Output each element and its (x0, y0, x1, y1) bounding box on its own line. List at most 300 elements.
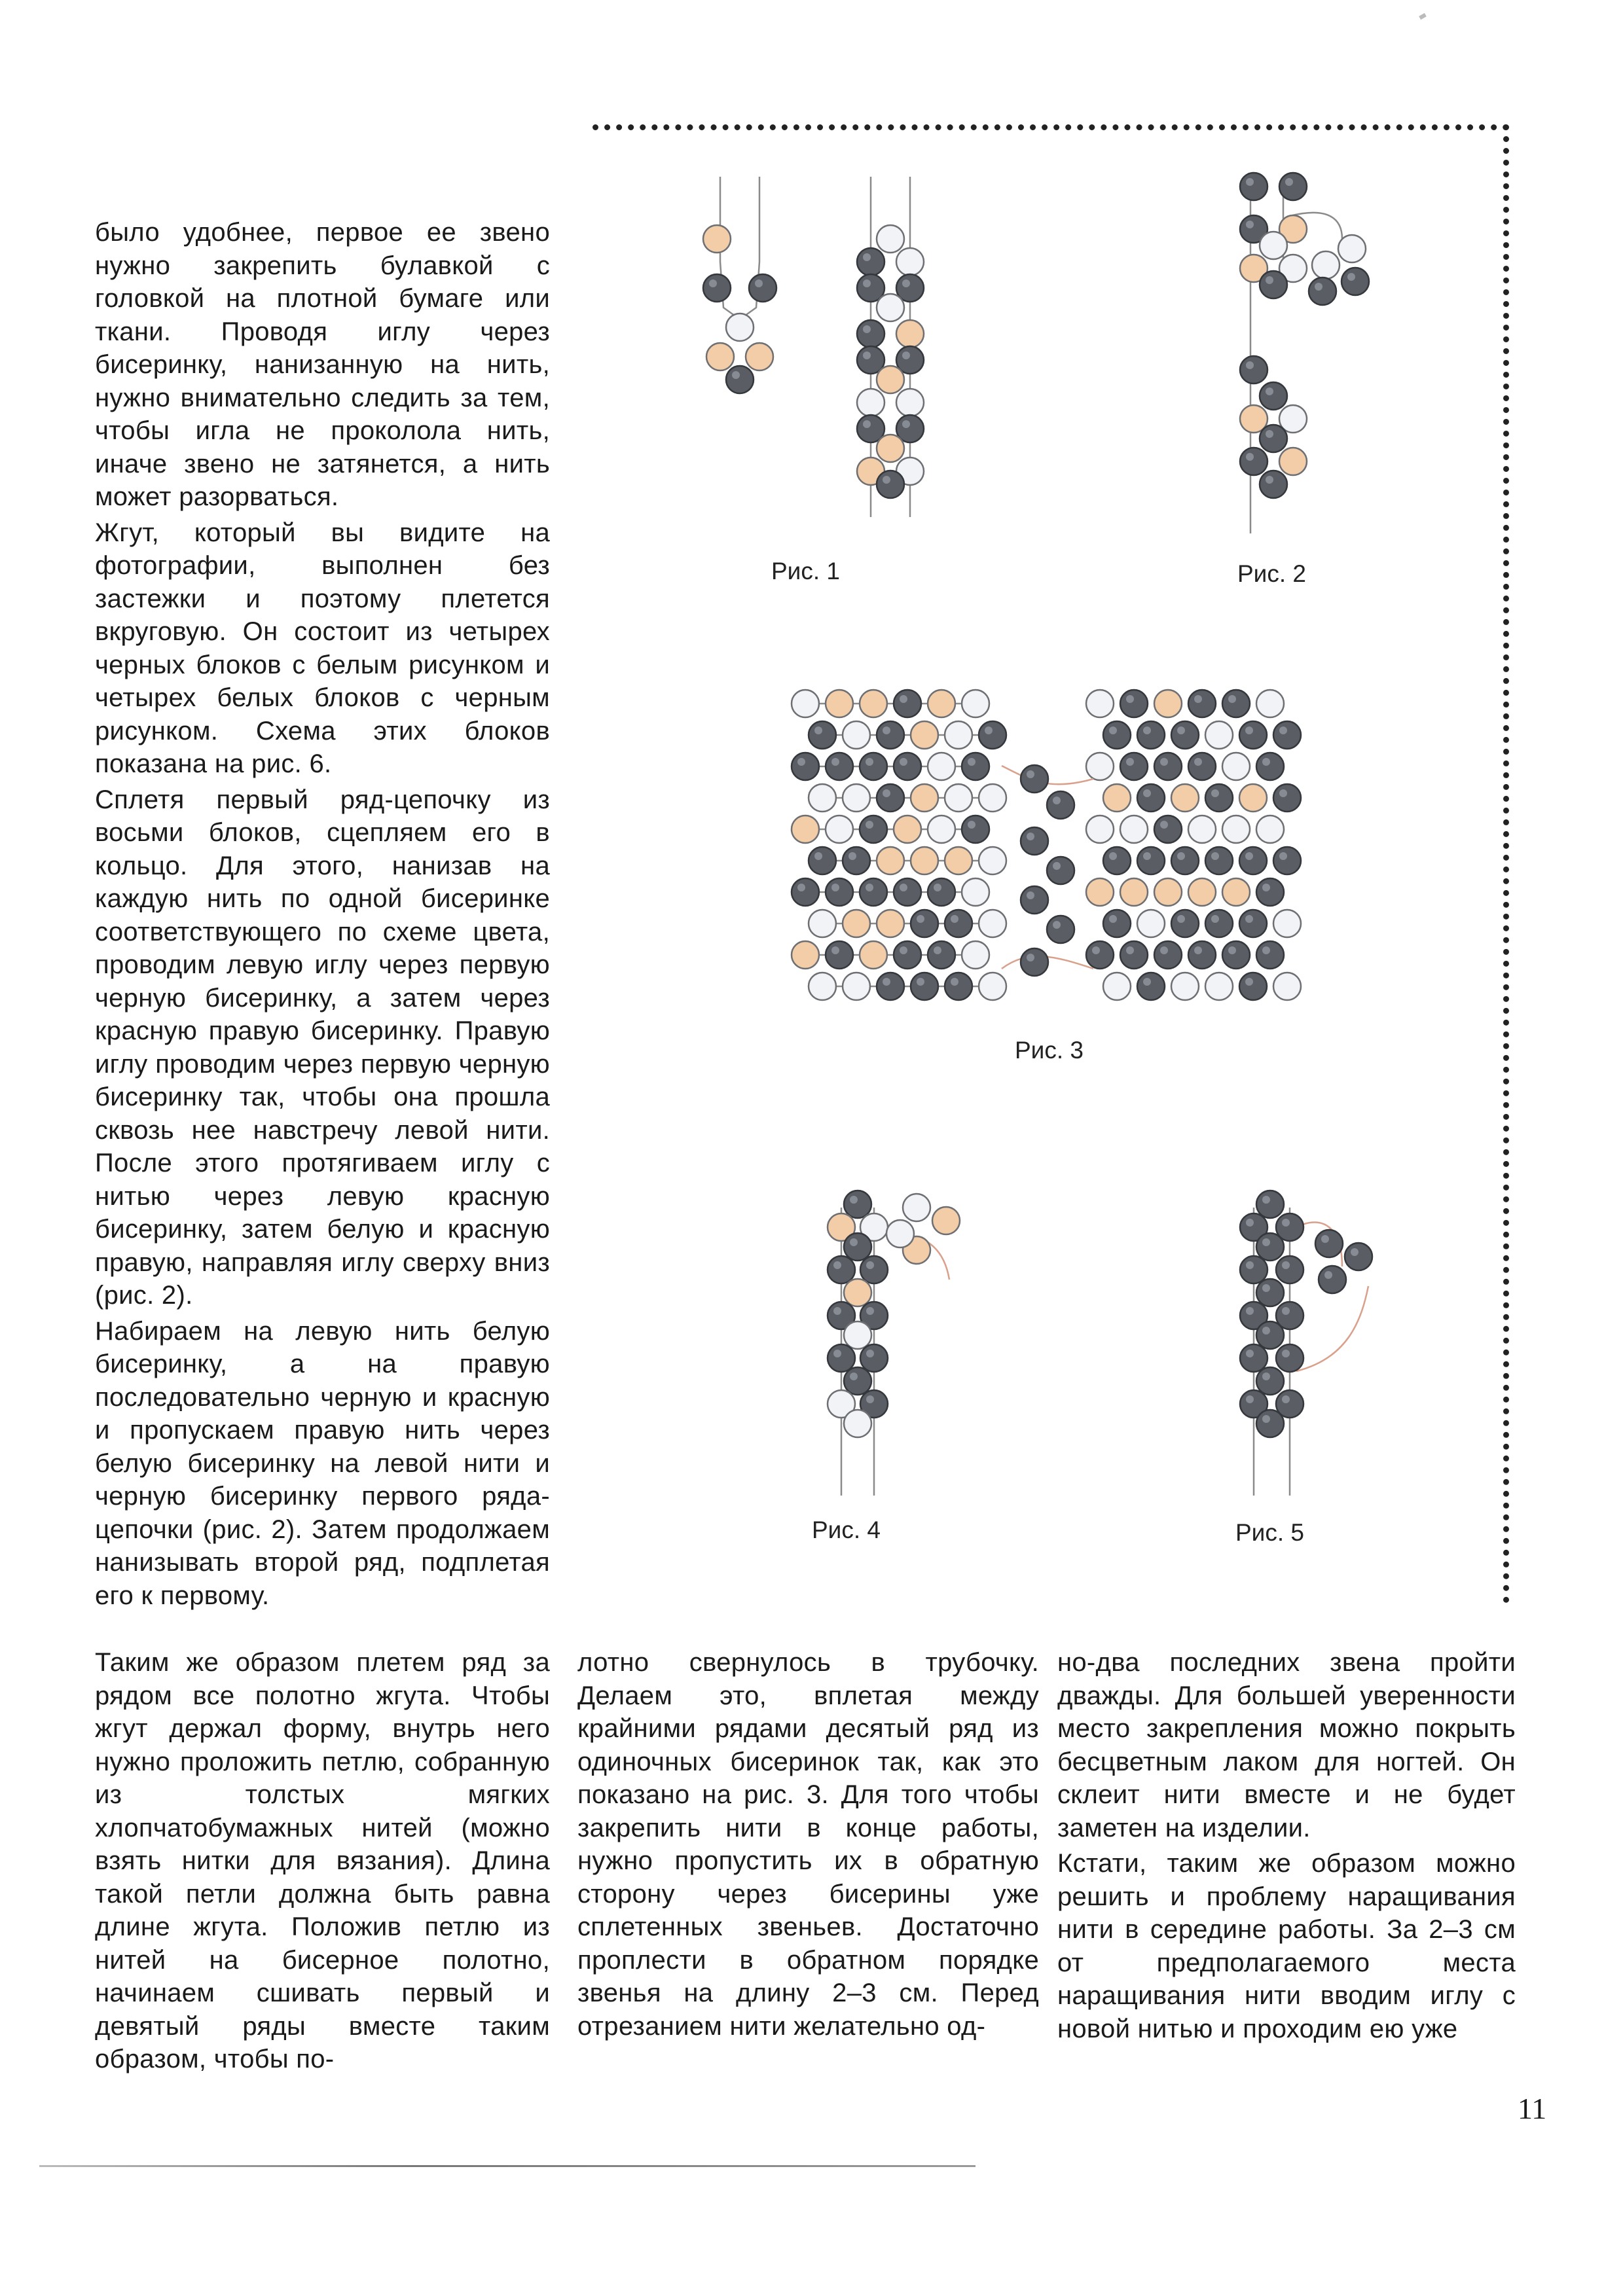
bead (809, 910, 836, 937)
bead-highlight (1228, 695, 1236, 703)
bead (877, 435, 904, 462)
bead (860, 690, 887, 717)
bead (726, 314, 754, 341)
bead-highlight (866, 1395, 874, 1403)
bead (860, 1344, 888, 1372)
bead (1137, 784, 1165, 812)
bead-highlight (1053, 921, 1061, 929)
bead-highlight (831, 758, 839, 766)
bead (843, 847, 870, 874)
bead (1154, 878, 1182, 906)
text-column-right (1057, 1646, 1516, 2045)
bead-highlight (1027, 954, 1034, 961)
bead (1171, 847, 1199, 874)
bead-highlight (1246, 1261, 1254, 1269)
bead (1047, 857, 1074, 884)
bead (894, 941, 921, 969)
bead (1021, 948, 1048, 976)
bead (928, 941, 955, 969)
bead (962, 753, 989, 780)
bead (844, 1410, 871, 1437)
bead-highlight (863, 253, 871, 261)
bead-highlight (968, 758, 976, 766)
bead (979, 721, 1006, 749)
bead-highlight (1266, 476, 1273, 484)
bead (1260, 425, 1287, 452)
bead-highlight (848, 852, 856, 860)
bead (844, 1321, 871, 1349)
bead (860, 816, 887, 843)
bead (843, 721, 870, 749)
bead (1120, 753, 1148, 780)
bead-highlight (1279, 726, 1287, 734)
bead (703, 225, 731, 253)
bead-highlight (866, 1307, 874, 1315)
bead-highlight (1266, 276, 1273, 284)
bead (1260, 271, 1287, 298)
bead-highlight (934, 884, 941, 891)
bead (1021, 827, 1048, 855)
bead (1279, 173, 1307, 200)
bead (1239, 910, 1267, 937)
bead-highlight (1285, 178, 1293, 186)
bead (979, 910, 1006, 937)
bead (1120, 816, 1148, 843)
bead (1103, 721, 1131, 749)
bead-highlight (902, 351, 910, 359)
bead-highlight (1321, 1235, 1329, 1243)
bead (1256, 1191, 1284, 1218)
bead-highlight (1279, 852, 1287, 860)
bead (928, 690, 955, 717)
bead (703, 274, 731, 302)
bead (843, 910, 870, 937)
bead (1222, 878, 1250, 906)
bead (1086, 816, 1114, 843)
bead-highlight (1245, 915, 1253, 923)
bead (857, 320, 884, 348)
bead (962, 816, 989, 843)
bead (877, 294, 904, 321)
bead (1205, 910, 1233, 937)
bead (1222, 753, 1250, 780)
bead (945, 847, 972, 874)
bead (1276, 1256, 1304, 1283)
bead-highlight (831, 946, 839, 954)
bead-highlight (1262, 946, 1270, 954)
bead (1205, 973, 1233, 1000)
bead (877, 225, 904, 253)
bead (792, 816, 819, 843)
bead (844, 1191, 871, 1218)
bead-highlight (1160, 821, 1168, 829)
bead (928, 753, 955, 780)
bead (749, 274, 776, 302)
bead-highlight (1160, 758, 1168, 766)
bead (1103, 784, 1131, 812)
bead (860, 753, 887, 780)
bead (1137, 721, 1165, 749)
bead (911, 847, 938, 874)
figure-4 (818, 1188, 1015, 1502)
bead (894, 878, 921, 906)
bead (1086, 941, 1114, 969)
page-number: 11 (1518, 2092, 1547, 2125)
bead (1239, 973, 1267, 1000)
bead-highlight (850, 1372, 858, 1380)
bead (1086, 878, 1114, 906)
paragraph: лотно свернулось в трубочку. Делаем это, вплетая между крайними рядами десятый ряд из одиночных бисеринок так, как это показано на рис. 3. Для того чтобы закрепить нити в конце работы, нужно пропустить их в обратную сторону через бисерины уже сплетенных звеньев. Достаточно проплести в обратном порядке звенья на длину 2–3 см. Перед отрезанием нити желательно од- (577, 1648, 1039, 2041)
bead-highlight (863, 325, 871, 333)
bead-highlight (1282, 1219, 1290, 1227)
bead-highlight (1143, 852, 1151, 860)
bead-highlight (902, 420, 910, 428)
bead (894, 690, 921, 717)
bead (844, 1233, 871, 1261)
bead-highlight (883, 476, 890, 484)
bead-highlight (1160, 946, 1168, 954)
bead (1171, 973, 1199, 1000)
bead (903, 1194, 930, 1221)
bead (792, 690, 819, 717)
bead (979, 973, 1006, 1000)
bead-highlight (797, 884, 805, 891)
bead (1309, 278, 1336, 305)
text-column-middle (577, 1646, 1039, 2043)
bead-highlight (866, 758, 873, 766)
figure-5-caption: Рис. 5 (1235, 1519, 1304, 1546)
bead-highlight (863, 279, 871, 287)
bead (877, 721, 904, 749)
bead-highlight (1194, 758, 1202, 766)
bead (1240, 173, 1267, 200)
bead-highlight (1282, 1261, 1290, 1269)
bead-highlight (1246, 1307, 1254, 1315)
bead (1256, 1233, 1284, 1261)
bead (809, 721, 836, 749)
paragraph: было удобнее, первое ее звено нужно закрепить булавкой с головкой на плотной бумаге или ткани. Проводя иглу через бисеринку, нанизанную на нить, нужно внимательно следить за тем, чтобы игла не проколола нить, иначе звено не затянется, а нить может разорваться. (95, 218, 550, 511)
bead-highlight (833, 1307, 841, 1315)
bead-highlight (1228, 946, 1236, 954)
bead-highlight (1266, 430, 1273, 438)
bead-highlight (1126, 695, 1134, 703)
bead (1120, 878, 1148, 906)
bead (860, 878, 887, 906)
paragraph: но-два последних звена пройти дважды. Для большей уверенности место закрепления можно покрыть бесцветным лаком для ногтей. Он склеит нити вместе и не будет заметен на изделии. (1057, 1648, 1516, 1842)
paragraph: Жгут, который вы видите на фотографии, выполнен без застежки и поэтому плетется вкруговую. Он состоит из четырех черных блоков с белым рисунком и четырех белых блоков с черным рисунком. Схема этих блоков показана на рис. 6. (95, 518, 550, 778)
bead-highlight (1109, 852, 1117, 860)
bead (843, 973, 870, 1000)
bead-highlight (1262, 1372, 1270, 1380)
bead-highlight (1245, 852, 1253, 860)
bead-highlight (1262, 884, 1270, 891)
bead-highlight (831, 884, 839, 891)
bead-highlight (917, 915, 924, 923)
figure-3 (792, 687, 1329, 1014)
bead (1137, 910, 1165, 937)
bead (726, 366, 754, 393)
bead (1345, 1243, 1372, 1270)
bead-highlight (1177, 915, 1185, 923)
bead-highlight (951, 978, 958, 986)
bead-highlight (1211, 789, 1219, 797)
bead (857, 389, 884, 416)
paragraph: Кстати, таким же образом можно решить и проблему наращивания нити в середине работы. За 2–3 см от предполагаемого места наращивания нити вводим иглу с новой нитью и проходим ею уже (1057, 1849, 1516, 2043)
bead (1171, 721, 1199, 749)
bead-highlight (900, 946, 907, 954)
bead-highlight (1027, 891, 1034, 899)
bead (1260, 471, 1287, 498)
bead (1273, 721, 1301, 749)
bead (896, 248, 924, 276)
bead (1171, 784, 1199, 812)
bead-highlight (732, 371, 740, 379)
bead (1279, 448, 1307, 475)
bead-highlight (1053, 797, 1061, 804)
bead-highlight (1126, 758, 1134, 766)
bead (886, 1220, 914, 1247)
bead-highlight (1266, 387, 1273, 395)
bead (1260, 382, 1287, 410)
bead (1260, 232, 1287, 259)
bead (1154, 690, 1182, 717)
scan-mark (1419, 13, 1427, 20)
figure-2-caption: Рис. 2 (1237, 560, 1306, 587)
bead (1338, 235, 1366, 262)
bead (1239, 784, 1267, 812)
bead (1341, 268, 1369, 295)
bead (1256, 941, 1284, 969)
bead-highlight (1245, 726, 1253, 734)
bead-highlight (883, 789, 890, 797)
bead-highlight (1262, 758, 1270, 766)
bead-highlight (968, 821, 976, 829)
bead (826, 941, 853, 969)
bead-highlight (883, 726, 890, 734)
bead (894, 816, 921, 843)
bead-highlight (850, 1196, 858, 1204)
bead (1312, 251, 1340, 279)
bead-highlight (1347, 273, 1355, 281)
bottom-rule (39, 2165, 976, 2167)
bead (877, 910, 904, 937)
bead (1086, 690, 1114, 717)
bead-highlight (900, 695, 907, 703)
bead-highlight (1246, 221, 1254, 228)
bead (877, 973, 904, 1000)
bead (877, 847, 904, 874)
bead (1239, 721, 1267, 749)
bead (857, 248, 884, 276)
bead (979, 784, 1006, 812)
bead (896, 389, 924, 416)
bead (1154, 941, 1182, 969)
bead-highlight (1194, 946, 1202, 954)
figure-5 (1231, 1188, 1427, 1502)
bead (1240, 1344, 1267, 1372)
bead (896, 320, 924, 348)
bead (809, 847, 836, 874)
text-column-left-bottom (95, 1646, 550, 2076)
bead (945, 721, 972, 749)
bead-highlight (1246, 1219, 1254, 1227)
bead-highlight (814, 852, 822, 860)
bead-highlight (1109, 915, 1117, 923)
bead (1256, 753, 1284, 780)
bead-highlight (900, 884, 907, 891)
bead (1047, 791, 1074, 819)
bead-highlight (1053, 862, 1061, 870)
bead-highlight (1143, 789, 1151, 797)
bead (1021, 886, 1048, 914)
bead-highlight (934, 946, 941, 954)
bead-highlight (1027, 770, 1034, 778)
bead-highlight (833, 1350, 841, 1357)
bead (877, 471, 904, 498)
bead (1240, 356, 1267, 384)
bead (1256, 1279, 1284, 1306)
bead-highlight (850, 1238, 858, 1246)
bead (945, 973, 972, 1000)
bead-highlight (833, 1261, 841, 1269)
bead (1315, 1230, 1343, 1257)
bead (1047, 916, 1074, 943)
bead (1154, 753, 1182, 780)
bead (1154, 816, 1182, 843)
bead-highlight (797, 758, 805, 766)
bead (1239, 847, 1267, 874)
figure-1-caption: Рис. 1 (771, 558, 840, 584)
bead-highlight (917, 978, 924, 986)
bead-highlight (709, 279, 717, 287)
bead-highlight (1262, 1284, 1270, 1292)
bead-highlight (902, 279, 910, 287)
bead-highlight (1027, 833, 1034, 840)
bead-highlight (900, 758, 907, 766)
bead-highlight (1282, 1307, 1290, 1315)
bead (1256, 690, 1284, 717)
bead (1103, 847, 1131, 874)
bead (826, 816, 853, 843)
bead-highlight (985, 726, 993, 734)
bead-highlight (1324, 1271, 1332, 1279)
figure-4-caption: Рис. 4 (812, 1516, 881, 1543)
bead (860, 1256, 888, 1283)
bead-highlight (1315, 283, 1322, 291)
bead-highlight (866, 1350, 874, 1357)
bead (1205, 847, 1233, 874)
bead (1120, 690, 1148, 717)
bead (1188, 941, 1216, 969)
bead-highlight (863, 420, 871, 428)
bead (1205, 784, 1233, 812)
bead (1240, 1256, 1267, 1283)
bead-highlight (1177, 852, 1185, 860)
text-column-left-top (95, 216, 550, 1612)
bead (826, 690, 853, 717)
bead-highlight (1282, 1395, 1290, 1403)
bead (962, 941, 989, 969)
bead (706, 343, 734, 370)
bead (962, 878, 989, 906)
bead-highlight (1092, 946, 1100, 954)
paragraph: Сплетя первый ряд-цепочку из восьми блоков, сцепляем его в кольцо. Для этого, нанизав на каждую нить по одной бисеринке соответствующего по схеме цвета, проводим левую иглу через первую черную бисеринку, а затем через красную правую бисеринку. Правую иглу проводим через первую черную бисеринку так, чтобы она прошла сквозь нее навстречу левой нити. После этого протягиваем иглу с нитью через левую красную бисеринку, затем белую и красную правую, направляя иглу сверху вниз (рис. 2). (95, 785, 550, 1310)
bead (1222, 690, 1250, 717)
bead (843, 784, 870, 812)
bead-highlight (1143, 726, 1151, 734)
bead-highlight (1279, 789, 1287, 797)
bead (911, 784, 938, 812)
bead-highlight (1282, 1350, 1290, 1357)
bead (911, 910, 938, 937)
figure-2 (1231, 167, 1447, 533)
bead (1256, 1410, 1284, 1437)
bead-highlight (1262, 1238, 1270, 1246)
bead (1188, 816, 1216, 843)
bead-highlight (1126, 946, 1134, 954)
bead (911, 721, 938, 749)
bead (1319, 1266, 1346, 1293)
bead-highlight (866, 884, 873, 891)
bead (746, 343, 773, 370)
bead (1222, 816, 1250, 843)
bead-highlight (1262, 1415, 1270, 1423)
bead (1273, 784, 1301, 812)
bead-highlight (1262, 1196, 1270, 1204)
bead (792, 878, 819, 906)
bead-highlight (1262, 1327, 1270, 1335)
bead-highlight (1246, 361, 1254, 369)
bead (792, 753, 819, 780)
bead (844, 1367, 871, 1395)
bead (1103, 910, 1131, 937)
bead-highlight (863, 351, 871, 359)
bead-highlight (1177, 726, 1185, 734)
bead (1120, 941, 1148, 969)
bead (844, 1279, 871, 1306)
bead-highlight (1211, 915, 1219, 923)
bead (1021, 765, 1048, 793)
bead-highlight (1211, 852, 1219, 860)
bead (877, 784, 904, 812)
paragraph: Таким же образом плетем ряд за рядом все полотно жгута. Чтобы жгут держал форму, внутрь него нужно проложить петлю, собранную из толстых мягких хлопчатобумажных нитей (можно взять нитки для вязания). Длина такой петли должна быть равна длине жгута. Положив петлю из нитей на бисерное полотно, начинаем сшивать первый и девятый ряды вместе таким образом, чтобы по- (95, 1648, 550, 2073)
bead-highlight (1245, 978, 1253, 986)
bead (1222, 941, 1250, 969)
bead (928, 816, 955, 843)
bead (894, 753, 921, 780)
bead (860, 941, 887, 969)
bead (932, 1207, 960, 1234)
bead-highlight (1246, 1395, 1254, 1403)
bead (828, 1256, 855, 1283)
bead-highlight (883, 978, 890, 986)
bead (1276, 1344, 1304, 1372)
bead (792, 941, 819, 969)
bead (1240, 448, 1267, 475)
bead (826, 878, 853, 906)
bead (809, 973, 836, 1000)
bead-highlight (1246, 453, 1254, 461)
bead (809, 784, 836, 812)
bead (826, 753, 853, 780)
bead (1273, 910, 1301, 937)
bead (1256, 1367, 1284, 1395)
bead-highlight (1351, 1248, 1359, 1256)
bead (1273, 973, 1301, 1000)
bead-highlight (1194, 695, 1202, 703)
bead-highlight (1143, 978, 1151, 986)
bead (945, 784, 972, 812)
